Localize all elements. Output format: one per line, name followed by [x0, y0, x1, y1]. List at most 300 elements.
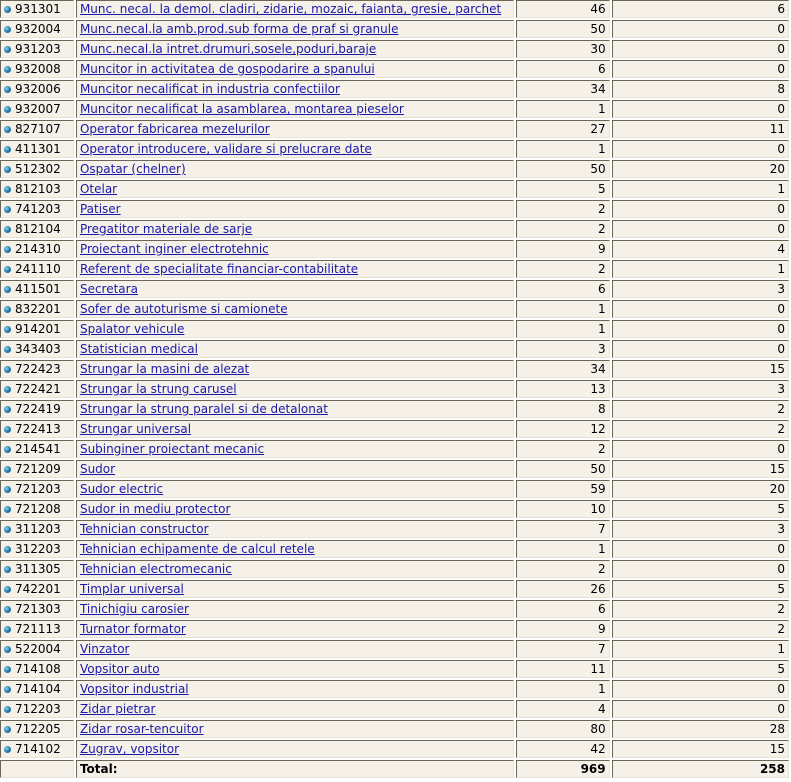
bullet-icon	[4, 386, 11, 393]
bullet-icon	[4, 486, 11, 493]
bullet-icon	[4, 306, 11, 313]
occupation-name-cell	[76, 220, 514, 238]
count-1: 59	[516, 480, 610, 498]
table-row	[0, 480, 789, 498]
total-label: Total:	[76, 760, 514, 778]
occupation-code: 512302	[15, 162, 61, 176]
occupation-name-cell	[76, 400, 514, 418]
occupation-code: 714104	[15, 682, 61, 696]
occupation-name-cell	[76, 140, 514, 158]
occupation-code-cell	[0, 40, 74, 58]
bullet-icon	[4, 686, 11, 693]
occupation-code: 721208	[15, 502, 61, 516]
count-1: 1	[516, 540, 610, 558]
occupation-link[interactable]: Zidar pietrar	[79, 702, 156, 716]
count-2: 5	[612, 500, 789, 518]
count-1: 1	[516, 140, 610, 158]
count-1: 9	[516, 620, 610, 638]
count-2: 15	[612, 460, 789, 478]
occupation-name-cell	[76, 120, 514, 138]
count-2: 3	[612, 380, 789, 398]
occupation-name-cell	[76, 320, 514, 338]
occupation-code: 832201	[15, 302, 61, 316]
bullet-icon	[4, 206, 11, 213]
occupation-name-cell	[76, 380, 514, 398]
occupation-link[interactable]: Tehnician constructor	[79, 522, 209, 536]
occupation-code-cell	[0, 100, 74, 118]
count-1: 11	[516, 660, 610, 678]
table-row	[0, 260, 789, 278]
occupation-code-cell	[0, 640, 74, 658]
occupation-link[interactable]: Muncitor necalificat la asamblarea, montarea pieselor	[79, 102, 404, 116]
occupation-code-cell	[0, 220, 74, 238]
occupation-name-cell	[76, 20, 514, 38]
bullet-icon	[4, 446, 11, 453]
occupation-link[interactable]: Patiser	[79, 202, 121, 216]
occupation-code-cell	[0, 500, 74, 518]
table-row	[0, 180, 789, 198]
total-value-2: 258	[612, 760, 789, 778]
table-row	[0, 280, 789, 298]
occupation-code: 722421	[15, 382, 61, 396]
bullet-icon	[4, 226, 11, 233]
occupation-code-cell	[0, 720, 74, 738]
occupation-name-cell	[76, 700, 514, 718]
table-row	[0, 120, 789, 138]
total-value-1: 969	[516, 760, 610, 778]
occupation-link[interactable]: Tehnician echipamente de calcul retele	[79, 542, 315, 556]
occupation-code-cell	[0, 520, 74, 538]
occupation-code: 214541	[15, 442, 61, 456]
table-row	[0, 20, 789, 38]
count-1: 8	[516, 400, 610, 418]
occupation-name-cell	[76, 260, 514, 278]
occupation-code-cell	[0, 60, 74, 78]
count-1: 13	[516, 380, 610, 398]
occupation-code: 721209	[15, 462, 61, 476]
count-1: 6	[516, 60, 610, 78]
occupation-code: 241110	[15, 262, 61, 276]
total-spacer	[0, 760, 74, 778]
table-row	[0, 220, 789, 238]
table-row	[0, 720, 789, 738]
count-2: 5	[612, 660, 789, 678]
count-2: 15	[612, 740, 789, 758]
occupation-name-cell	[76, 480, 514, 498]
count-2: 28	[612, 720, 789, 738]
occupation-code: 712205	[15, 722, 61, 736]
occupation-code-cell	[0, 140, 74, 158]
count-1: 4	[516, 700, 610, 718]
occupation-code-cell	[0, 700, 74, 718]
occupation-link[interactable]: Tehnician electromecanic	[79, 562, 232, 576]
bullet-icon	[4, 106, 11, 113]
count-2: 6	[612, 0, 789, 18]
occupation-code-cell	[0, 660, 74, 678]
occupation-name-cell	[76, 620, 514, 638]
occupation-code: 932006	[15, 82, 61, 96]
table-row	[0, 580, 789, 598]
occupation-link[interactable]: Munc.necal.la intret.drumuri,sosele,poduri,baraje	[79, 42, 377, 56]
occupation-code-cell	[0, 400, 74, 418]
occupation-code: 812104	[15, 222, 61, 236]
table-row	[0, 600, 789, 618]
occupation-link[interactable]: Muncitor in activitatea de gospodarire a spanului	[79, 62, 375, 76]
count-2: 3	[612, 280, 789, 298]
occupation-code-cell	[0, 260, 74, 278]
count-2: 8	[612, 80, 789, 98]
occupation-link[interactable]: Vopsitor auto	[79, 662, 160, 676]
occupation-code: 741203	[15, 202, 61, 216]
table-row	[0, 700, 789, 718]
bullet-icon	[4, 46, 11, 53]
count-1: 9	[516, 240, 610, 258]
occupation-name-cell	[76, 0, 514, 18]
count-2: 0	[612, 40, 789, 58]
bullet-icon	[4, 726, 11, 733]
occupation-link[interactable]: Vinzator	[79, 642, 130, 656]
count-1: 46	[516, 0, 610, 18]
count-1: 6	[516, 600, 610, 618]
occupation-name-cell	[76, 740, 514, 758]
occupation-link[interactable]: Sudor in mediu protector	[79, 502, 231, 516]
table-row	[0, 40, 789, 58]
count-2: 2	[612, 620, 789, 638]
count-1: 50	[516, 460, 610, 478]
count-2: 15	[612, 360, 789, 378]
occupation-code: 411501	[15, 282, 61, 296]
count-2: 0	[612, 300, 789, 318]
count-1: 1	[516, 680, 610, 698]
count-2: 0	[612, 700, 789, 718]
occupation-code: 812103	[15, 182, 61, 196]
occupation-link[interactable]: Sudor electric	[79, 482, 164, 496]
table-row	[0, 100, 789, 118]
occupation-name-cell	[76, 60, 514, 78]
occupation-link[interactable]: Sudor	[79, 462, 116, 476]
table-row	[0, 680, 789, 698]
occupation-name-cell	[76, 580, 514, 598]
occupation-link[interactable]: Ospatar (chelner)	[79, 162, 186, 176]
occupation-link[interactable]: Referent de specialitate financiar-contabilitate	[79, 262, 359, 276]
occupation-code: 721303	[15, 602, 61, 616]
occupation-code: 742201	[15, 582, 61, 596]
count-2: 0	[612, 340, 789, 358]
occupation-code-cell	[0, 20, 74, 38]
occupation-name-cell	[76, 240, 514, 258]
occupation-code: 343403	[15, 342, 61, 356]
occupation-code: 312203	[15, 542, 61, 556]
count-1: 2	[516, 560, 610, 578]
occupation-code-cell	[0, 320, 74, 338]
count-2: 11	[612, 120, 789, 138]
count-1: 2	[516, 220, 610, 238]
occupation-name-cell	[76, 340, 514, 358]
table-row	[0, 640, 789, 658]
bullet-icon	[4, 66, 11, 73]
occupation-name-cell	[76, 460, 514, 478]
count-1: 1	[516, 100, 610, 118]
count-1: 10	[516, 500, 610, 518]
count-1: 26	[516, 580, 610, 598]
bullet-icon	[4, 326, 11, 333]
table-row	[0, 420, 789, 438]
occupation-link[interactable]: Spalator vehicule	[79, 322, 185, 336]
bullet-icon	[4, 266, 11, 273]
bullet-icon	[4, 466, 11, 473]
count-2: 0	[612, 200, 789, 218]
bullet-icon	[4, 246, 11, 253]
table-row	[0, 300, 789, 318]
bullet-icon	[4, 646, 11, 653]
occupation-code: 722423	[15, 362, 61, 376]
occupation-link[interactable]: Timplar universal	[79, 582, 184, 596]
occupation-name-cell	[76, 600, 514, 618]
occupation-name-cell	[76, 720, 514, 738]
occupation-code: 722419	[15, 402, 61, 416]
count-2: 2	[612, 600, 789, 618]
occupation-link[interactable]: Sofer de autoturisme si camionete	[79, 302, 288, 316]
occupation-code: 712203	[15, 702, 61, 716]
occupation-link[interactable]: Proiectant inginer electrotehnic	[79, 242, 269, 256]
bullet-icon	[4, 666, 11, 673]
bullet-icon	[4, 506, 11, 513]
occupation-code: 932007	[15, 102, 61, 116]
occupation-name-cell	[76, 520, 514, 538]
count-1: 34	[516, 360, 610, 378]
occupation-link[interactable]: Vopsitor industrial	[79, 682, 189, 696]
bullet-icon	[4, 86, 11, 93]
bullet-icon	[4, 606, 11, 613]
occupation-name-cell	[76, 80, 514, 98]
occupation-link[interactable]: Muncitor necalificat in industria confectiilor	[79, 82, 340, 96]
occupation-link[interactable]: Zidar rosar-tencuitor	[79, 722, 204, 736]
bullet-icon	[4, 746, 11, 753]
table-row	[0, 140, 789, 158]
occupation-code: 311203	[15, 522, 61, 536]
occupation-code-cell	[0, 360, 74, 378]
occupation-code-cell	[0, 280, 74, 298]
table-row	[0, 440, 789, 458]
occupation-name-cell	[76, 360, 514, 378]
occupation-name-cell	[76, 180, 514, 198]
occupation-link[interactable]: Munc. necal. la demol. cladiri, zidarie, mozaic, faianta, gresie, parchet	[79, 2, 502, 16]
bullet-icon	[4, 546, 11, 553]
occupation-code-cell	[0, 560, 74, 578]
occupation-name-cell	[76, 540, 514, 558]
count-2: 0	[612, 320, 789, 338]
occupation-code-cell	[0, 380, 74, 398]
occupation-name-cell	[76, 640, 514, 658]
count-1: 1	[516, 300, 610, 318]
count-1: 1	[516, 320, 610, 338]
occupation-link[interactable]: Strungar universal	[79, 422, 192, 436]
table-row	[0, 320, 789, 338]
occupation-code-cell	[0, 200, 74, 218]
count-1: 27	[516, 120, 610, 138]
count-1: 7	[516, 640, 610, 658]
bullet-icon	[4, 626, 11, 633]
occupation-code: 522004	[15, 642, 61, 656]
count-2: 20	[612, 480, 789, 498]
table-row	[0, 160, 789, 178]
occupation-link[interactable]: Strungar la masini de alezat	[79, 362, 250, 376]
occupation-code-cell	[0, 460, 74, 478]
count-2: 0	[612, 220, 789, 238]
occupation-code: 914201	[15, 322, 61, 336]
count-1: 6	[516, 280, 610, 298]
count-2: 2	[612, 400, 789, 418]
total-row	[0, 760, 789, 778]
occupation-code: 932004	[15, 22, 61, 36]
occupation-code-cell	[0, 540, 74, 558]
table-row	[0, 360, 789, 378]
occupation-code-cell	[0, 680, 74, 698]
table-row	[0, 740, 789, 758]
count-2: 0	[612, 680, 789, 698]
occupation-code-cell	[0, 600, 74, 618]
table-row	[0, 540, 789, 558]
table-row	[0, 240, 789, 258]
count-2: 1	[612, 640, 789, 658]
bullet-icon	[4, 26, 11, 33]
table-row	[0, 620, 789, 638]
occupation-code: 827107	[15, 122, 61, 136]
bullet-icon	[4, 286, 11, 293]
count-2: 5	[612, 580, 789, 598]
occupation-code-cell	[0, 340, 74, 358]
table-row	[0, 660, 789, 678]
occupation-link[interactable]: Strungar la strung carusel	[79, 382, 237, 396]
occupation-link[interactable]: Tinichigiu carosier	[79, 602, 189, 616]
count-2: 0	[612, 440, 789, 458]
occupation-code-cell	[0, 180, 74, 198]
occupation-link[interactable]: Otelar	[79, 182, 118, 196]
occupation-code: 721113	[15, 622, 61, 636]
occupation-code: 311305	[15, 562, 61, 576]
count-2: 0	[612, 540, 789, 558]
occupation-name-cell	[76, 160, 514, 178]
table-row	[0, 0, 789, 18]
table-row	[0, 560, 789, 578]
occupation-code: 931203	[15, 42, 61, 56]
bullet-icon	[4, 366, 11, 373]
occupation-name-cell	[76, 660, 514, 678]
count-2: 20	[612, 160, 789, 178]
bullet-icon	[4, 566, 11, 573]
occupation-name-cell	[76, 560, 514, 578]
occupation-link[interactable]: Zugrav, vopsitor	[79, 742, 180, 756]
occupation-code: 411301	[15, 142, 61, 156]
bullet-icon	[4, 346, 11, 353]
table-row	[0, 520, 789, 538]
table-row	[0, 500, 789, 518]
count-2: 0	[612, 560, 789, 578]
occupation-code: 722413	[15, 422, 61, 436]
occupation-code-cell	[0, 240, 74, 258]
occupation-code: 714102	[15, 742, 61, 756]
table-row	[0, 60, 789, 78]
count-1: 42	[516, 740, 610, 758]
count-2: 0	[612, 140, 789, 158]
occupation-code-cell	[0, 480, 74, 498]
occupation-code-cell	[0, 620, 74, 638]
occupation-link[interactable]: Pregatitor materiale de sarje	[79, 222, 253, 236]
count-1: 7	[516, 520, 610, 538]
occupation-link[interactable]: Munc.necal.la amb.prod.sub forma de praf si granule	[79, 22, 399, 36]
count-1: 2	[516, 200, 610, 218]
occupation-name-cell	[76, 500, 514, 518]
occupation-link[interactable]: Operator fabricarea mezelurilor	[79, 122, 270, 136]
bullet-icon	[4, 126, 11, 133]
count-1: 50	[516, 20, 610, 38]
count-1: 12	[516, 420, 610, 438]
occupation-link[interactable]: Operator introducere, validare si prelucrare date	[79, 142, 372, 156]
bullet-icon	[4, 186, 11, 193]
count-1: 2	[516, 440, 610, 458]
count-1: 30	[516, 40, 610, 58]
occupation-code-cell	[0, 740, 74, 758]
count-1: 50	[516, 160, 610, 178]
bullet-icon	[4, 706, 11, 713]
occupation-code-cell	[0, 120, 74, 138]
occupation-name-cell	[76, 420, 514, 438]
count-2: 0	[612, 20, 789, 38]
occupation-link[interactable]: Secretara	[79, 282, 138, 296]
occupation-name-cell	[76, 440, 514, 458]
occupation-code-cell	[0, 80, 74, 98]
occupation-code: 931301	[15, 2, 61, 16]
count-1: 80	[516, 720, 610, 738]
occupation-link[interactable]: Strungar la strung paralel si de detalonat	[79, 402, 328, 416]
occupation-code: 932008	[15, 62, 61, 76]
count-2: 3	[612, 520, 789, 538]
table-row	[0, 200, 789, 218]
table-row	[0, 340, 789, 358]
bullet-icon	[4, 406, 11, 413]
occupation-code-cell	[0, 160, 74, 178]
count-1: 34	[516, 80, 610, 98]
table-row	[0, 80, 789, 98]
table-row	[0, 460, 789, 478]
occupation-link[interactable]: Turnator formator	[79, 622, 186, 636]
occupation-link[interactable]: Statistician medical	[79, 342, 198, 356]
occupation-name-cell	[76, 280, 514, 298]
bullet-icon	[4, 6, 11, 13]
occupation-name-cell	[76, 40, 514, 58]
count-2: 1	[612, 260, 789, 278]
occupation-code-cell	[0, 420, 74, 438]
count-1: 2	[516, 260, 610, 278]
count-1: 5	[516, 180, 610, 198]
count-2: 2	[612, 420, 789, 438]
occupation-code: 214310	[15, 242, 61, 256]
occupation-name-cell	[76, 200, 514, 218]
bullet-icon	[4, 146, 11, 153]
bullet-icon	[4, 586, 11, 593]
occupation-code: 714108	[15, 662, 61, 676]
table-row	[0, 380, 789, 398]
occupation-code: 721203	[15, 482, 61, 496]
bullet-icon	[4, 166, 11, 173]
count-2: 4	[612, 240, 789, 258]
occupation-code-cell	[0, 440, 74, 458]
count-2: 1	[612, 180, 789, 198]
count-1: 3	[516, 340, 610, 358]
occupation-code-cell	[0, 0, 74, 18]
occupation-link[interactable]: Subinginer proiectant mecanic	[79, 442, 265, 456]
count-2: 0	[612, 60, 789, 78]
